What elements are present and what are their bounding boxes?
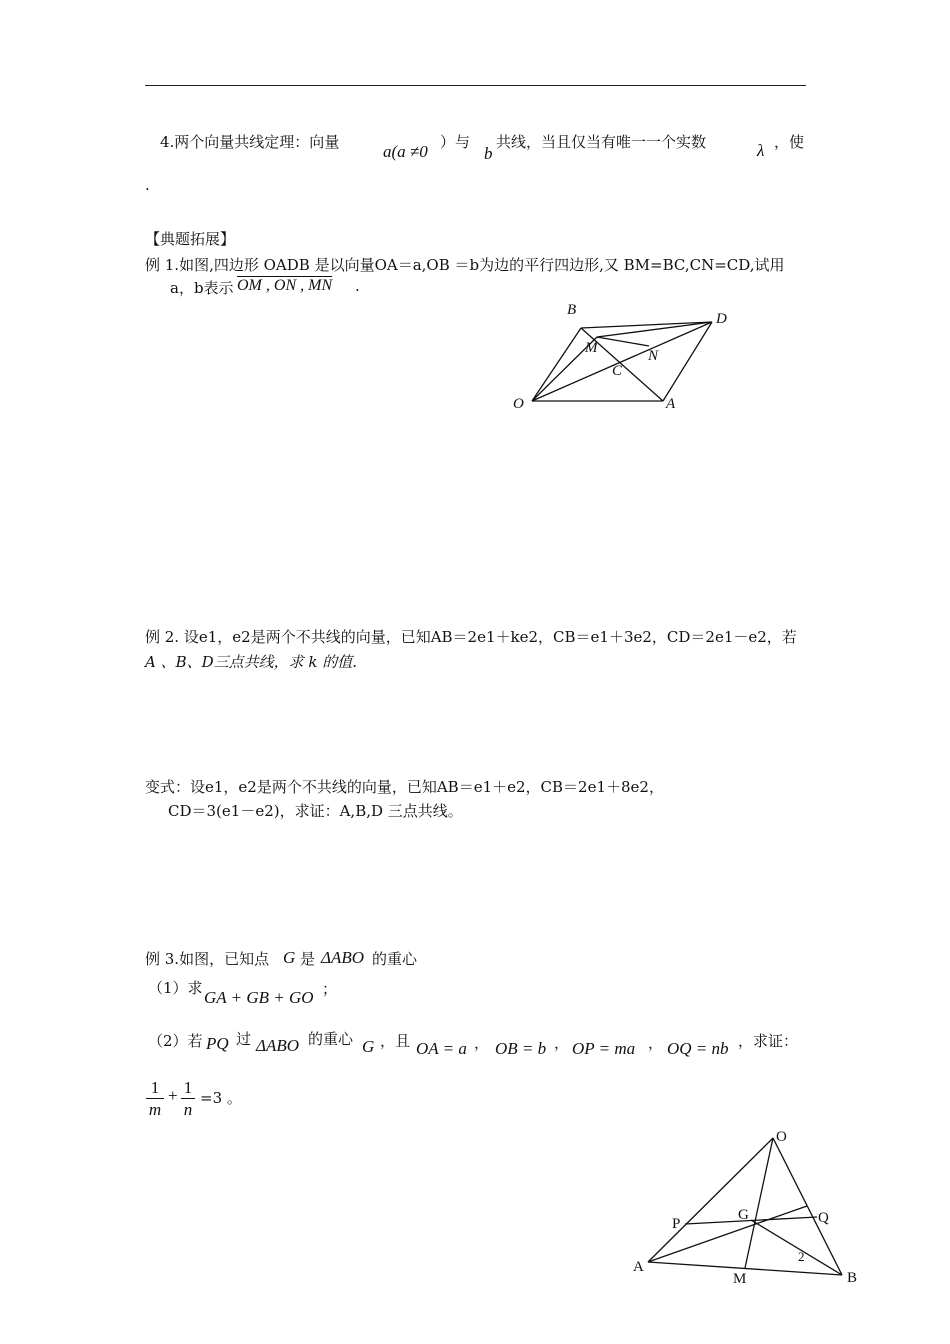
label-P: P [672, 1216, 681, 1232]
edge-OA [648, 1138, 773, 1262]
example3-result: =3 。 [200, 1089, 242, 1107]
example1-vectors: OM , ON , MN [237, 277, 333, 294]
label-ratio-2: 2 [798, 1249, 805, 1264]
example3-part1-expr: GA + GB + GO [204, 988, 314, 1007]
example3-comma-1: ， [474, 1034, 490, 1052]
frac1-numerator: 1 [146, 1078, 164, 1099]
median-A [648, 1206, 807, 1262]
example3-comma-3: ， [648, 1034, 664, 1052]
example3-cond-OB: OB = b [495, 1039, 547, 1058]
example3-point-G: G [283, 948, 296, 967]
label-G: G [738, 1207, 749, 1223]
label-B: B [567, 302, 577, 318]
fraction-1-over-m [146, 1078, 164, 1121]
label-O: O [776, 1129, 787, 1145]
example1-line2-prefix: a，b表示 [170, 279, 234, 297]
variant-line1: 变式：设e1，e2是两个不共线的向量，已知AB＝e1＋e2，CB＝2e1＋8e2， [145, 778, 664, 796]
example3-cond-OQ: OQ = nb [667, 1039, 729, 1058]
segment-MN [597, 337, 649, 346]
edge-AD [663, 322, 712, 401]
example3-part2-and: ，且 [380, 1032, 411, 1050]
label-O: O [513, 396, 524, 412]
example3-comma-2: ， [554, 1034, 570, 1052]
label-N: N [648, 348, 659, 364]
theorem4-lambda: λ [757, 141, 765, 160]
label-M: M [585, 340, 598, 356]
example3-intro-prefix: 例 3.如图，已知点 [145, 950, 270, 968]
label-A: A [666, 396, 676, 412]
theorem4-vector-a: a(a ≠0 [383, 142, 428, 161]
theorem4-and: ）与 [440, 133, 471, 151]
label-C: C [612, 363, 623, 379]
example3-part1-end: ； [322, 980, 338, 998]
example3-cond-OP: OP = ma [572, 1039, 636, 1058]
frac2-numerator: 1 [181, 1078, 195, 1099]
example3-part2-centroid: 的重心 [308, 1030, 354, 1048]
fraction-1-over-n [181, 1078, 195, 1121]
plus-sign: + [168, 1086, 178, 1105]
median-OM [745, 1138, 773, 1268]
example3-part1-label: （1）求 [148, 979, 203, 997]
example3-part2-label: （2）若 [148, 1032, 203, 1050]
label-Q: Q [818, 1210, 829, 1226]
triangle-figure [625, 1120, 865, 1290]
theorem4-vector-b: b [484, 144, 493, 163]
example2-line1: 例 2. 设e1，e2是两个不共线的向量，已知AB＝2e1＋ke2，CB＝e1＋3e2，CD＝2e1－e2，若 [145, 628, 797, 646]
theorem4-prefix: 4.两个向量共线定理：向量 [160, 133, 340, 151]
frac2-denominator: n [183, 1100, 193, 1119]
frac1-denominator: m [148, 1100, 162, 1119]
label-B: B [847, 1270, 858, 1286]
example2-line2: A 、B、D三点共线，求 k 的值. [145, 653, 358, 671]
example3-part2-triangle: ΔABO [256, 1036, 300, 1055]
section-title: 【典题拓展】 [145, 230, 236, 248]
label-M: M [733, 1271, 747, 1287]
label-D: D [716, 311, 727, 327]
theorem4-dot: . [145, 176, 150, 194]
example1-line2-suffix: . [355, 277, 360, 295]
example3-cond-OA: OA = a [416, 1039, 467, 1058]
example3-part2-G: G [362, 1037, 375, 1056]
parallelogram-figure [505, 295, 745, 415]
example1-line1: 例 1.如图,四边形 OADB 是以向量OA＝a,OB ＝b为边的平行四边形,又 BM=BC,CN=CD,试用 [145, 256, 785, 274]
example3-triangle: ΔABO [321, 948, 365, 967]
theorem4-suffix: ，使 [774, 133, 805, 151]
variant-line2: CD＝3(e1－e2)，求证：A,B,D 三点共线。 [168, 802, 463, 820]
theorem4-middle: 共线，当且仅当有唯一一个实数 [496, 133, 707, 151]
example3-intro-suffix: 的重心 [372, 950, 418, 968]
example3-part2-pass: 过 [236, 1030, 252, 1048]
example3-intro-mid: 是 [300, 950, 316, 968]
header-rule [145, 85, 806, 86]
example3-part2-PQ: PQ [206, 1034, 229, 1053]
example3-prove: ，求证： [738, 1032, 799, 1050]
label-A: A [633, 1259, 644, 1275]
